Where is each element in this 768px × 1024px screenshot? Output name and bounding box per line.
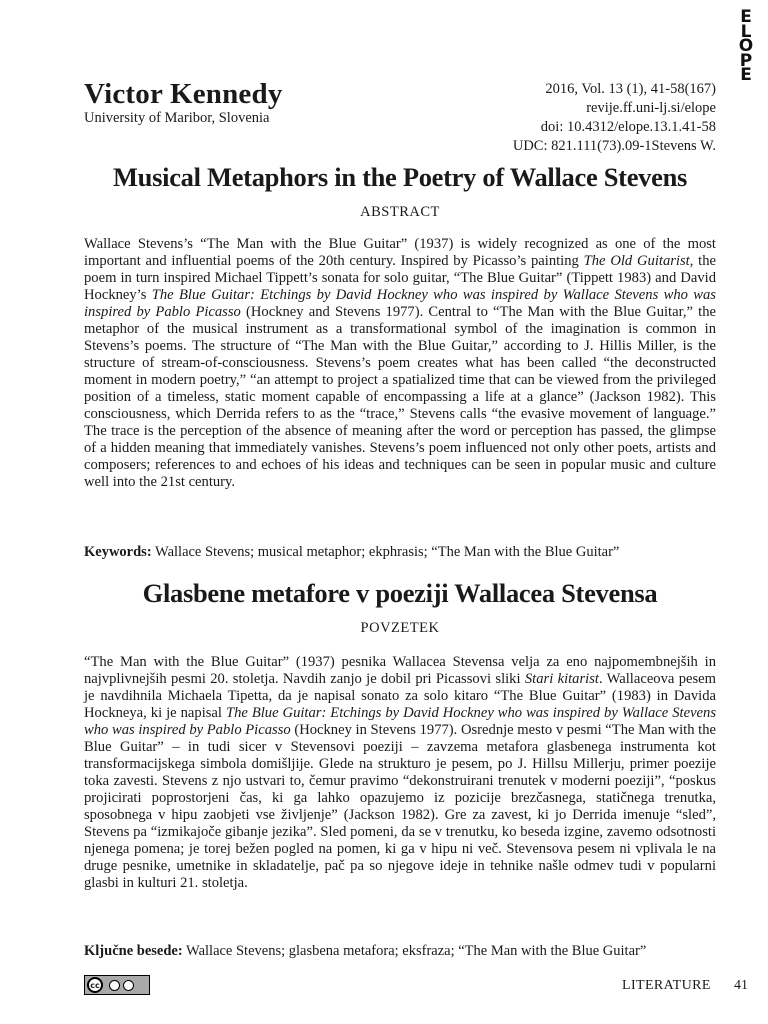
journal-logo	[736, 7, 756, 85]
creative-commons-by-sa-icon[interactable]	[84, 975, 150, 995]
keywords-list: Wallace Stevens; glasbena metafora; eksfraza; “The Man with the Blue Guitar”	[186, 943, 647, 959]
text-run: , the poem in turn inspired Michael Tippett’s sonata for solo guitar, “The Blue Guitar” (Tippett 1983) and David Hockney’s	[84, 253, 716, 303]
text-run: (Hockney in Stevens 1977). Osrednje mesto v pesmi “The Man with the Blue Guitar” – in tudi sicer v Stevensovi poeziji – zavzema metafora glasbenega instrumenta kot transformacijskega simbola domišljije. Glede na strukturo je pesem, po J. Hillsu Millerju, primer poezije toka zavesti. Stevens z njo ustvari to, čemur pravimo “dekonstruirani trenutek v moderni poeziji”, “poskus projicirati poprostorjeni čas, ki ga lahko opazujemo iz pozicije brezčasnega, statičnega trenutka, sposobnega v hipu zaobjeti vse življenje” (Jackson 1982). Gre za zavest, ki jo Derrida imenuje “sled”, Stevens pa “izmikajoče gibanje jezika”. Sled pomeni, da se v trenutku, ko beseda izgine, zavemo odsotnosti njenega pomena; je torej bežen pogled na pomen, ki ga v hipu ni več. Stevensova pesem ni vplivala le na druge pesnike, umetnike in skladatelje, pač pa so njegove ideje in tehnike našle odmev tudi v popularni glasbi in kulturi 21. stoletja.	[84, 722, 716, 891]
doi: doi: 10.4312/elope.13.1.41-58	[540, 119, 716, 135]
citation-info: 2016, Vol. 13 (1), 41-58(167)	[545, 81, 716, 97]
keywords-label: Keywords:	[84, 544, 152, 560]
article-title-slovene: Glasbene metafore v poeziji Wallacea Stevensa	[142, 578, 658, 608]
journal-url[interactable]: revije.ff.uni-lj.si/elope	[586, 100, 716, 116]
logo-letter: O	[738, 36, 754, 56]
keywords-english	[84, 544, 724, 561]
share-alike-icon	[123, 980, 134, 991]
text-run: (Hockney and Stevens 1977). Central to “The Man with the Blue Guitar,” the metaphor of the musical instrument as a transformational symbol of the imagination is common in Stevens’s poems. The structure of “The Man with the Blue Guitar,” according to J. Hillis Miller, is the structure of stream-of-consciousness. Stevens’s poem creates what has been called “the deconstructed moment in modern poetry,” “an attempt to project a spatialized time that can be viewed from the privileged position of a timeless, static moment capable of encompassing a life at a glance” (Jackson 1982). This consciousness, which Derrida refers to as the “trace,” Stevens calls “the evasive movement of language.” The trace is the perception of the absence of meaning after the word or perception has passed, the glimpse of a hidden meaning that immediately vanishes. Stevens’s poem influenced not only other poets, artists and composers; references to and echoes of his ideas and techniques can be seen in popular music and culture well into the 21st century.	[84, 304, 716, 490]
abstract-text	[84, 236, 716, 491]
cc-logo-icon: cc	[87, 977, 103, 993]
italic-title: The Blue Guitar: Etchings by David Hockney who was inspired by Wallace Stevens who was inspired by Pablo Picasso	[84, 287, 716, 320]
author-affiliation: University of Maribor, Slovenia	[84, 110, 270, 126]
logo-letter: E	[740, 65, 752, 85]
italic-title: The Blue Guitar: Etchings by David Hockney who was inspired by Wallace Stevens who was inspired by Pablo Picasso	[84, 705, 717, 738]
povzetek-text	[84, 654, 716, 892]
text-run: “The Man with the Blue Guitar” (1937) pesnika Wallacea Stevensa velja za eno najpomembnejših in najvplivnejših pesmi 20. stoletja. Navdih zanjo je dobil pri Picassovi sliki	[84, 654, 716, 687]
logo-letter: P	[739, 50, 753, 71]
logo-letter: L	[740, 21, 752, 42]
article-title-english: Musical Metaphors in the Poetry of Wallace Stevens	[112, 162, 688, 192]
publication-meta	[513, 80, 716, 156]
keywords-label: Ključne besede:	[84, 943, 183, 959]
text-run: . Wallaceova pesem je navdihnila Michaela Tipetta, da je napisal sonato za solo kitaro “The Blue Guitar” (1983) in Davida Hockneya, ki je napisal	[84, 671, 716, 721]
author-block	[84, 78, 283, 126]
logo-letter: E	[740, 7, 752, 27]
section-name: LITERATURE	[622, 978, 711, 993]
author-name: Victor Kennedy	[84, 78, 283, 110]
by-attribution-icon	[109, 980, 120, 991]
udc: UDC: 821.111(73).09-1Stevens W.	[512, 138, 716, 154]
page-number: 41	[734, 978, 748, 993]
abstract-heading: ABSTRACT	[360, 204, 440, 220]
keywords-slovene	[84, 943, 724, 960]
povzetek-heading: POVZETEK	[360, 620, 440, 636]
text-run: Wallace Stevens’s “The Man with the Blue Guitar” (1937) is widely recognized as one of the most important and influential poems of the 20th century. Inspired by Picasso’s painting	[84, 236, 716, 269]
italic-title: Stari kitarist	[524, 671, 599, 687]
italic-title: The Old Guitarist	[583, 253, 690, 269]
keywords-list: Wallace Stevens; musical metaphor; ekphrasis; “The Man with the Blue Guitar”	[155, 544, 620, 560]
